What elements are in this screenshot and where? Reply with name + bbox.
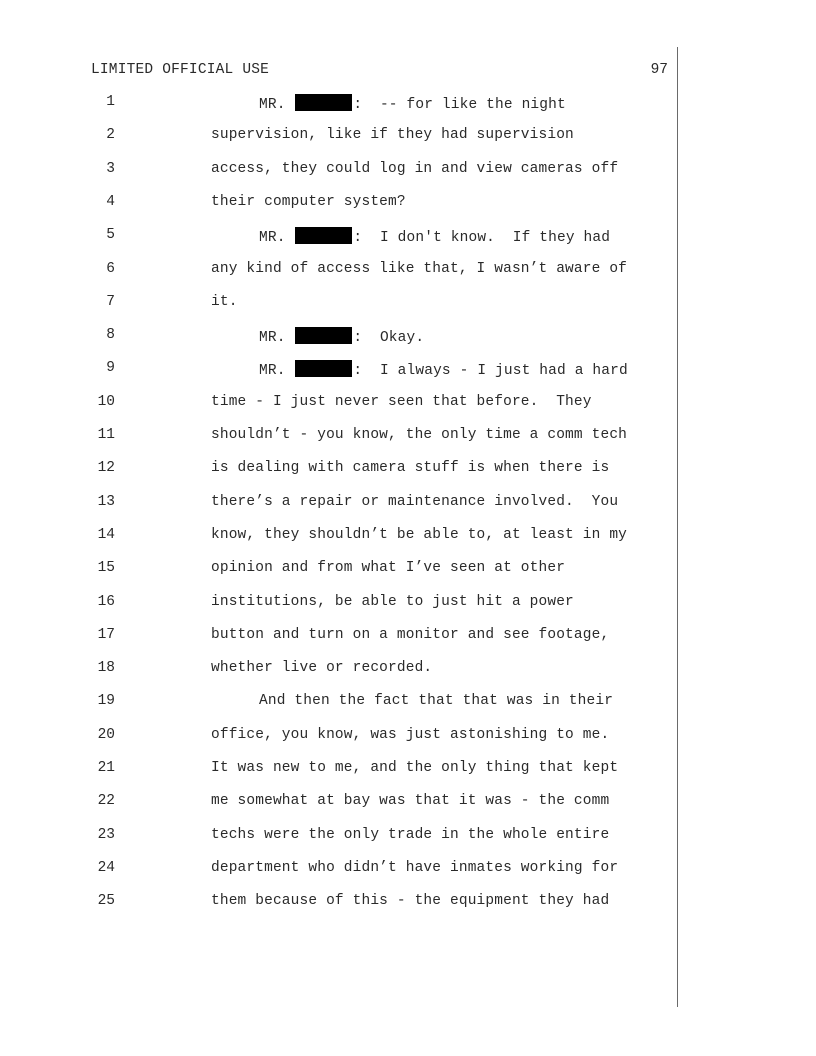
line-number: 16 [97,593,115,610]
transcript-line [0,760,816,793]
transcript-line [0,494,816,527]
line-number: 7 [106,293,115,310]
line-number: 24 [97,859,115,876]
transcript-line [0,693,816,726]
line-number: 18 [97,660,115,677]
line-number: 4 [106,193,115,210]
transcript-line [0,327,816,360]
line-number: 8 [106,327,115,344]
line-content: any kind of access like that, I wasn’t aware of [211,260,628,277]
transcript-line [0,194,816,227]
line-content: opinion and from what I’ve seen at other [211,560,566,577]
line-text [211,660,432,676]
line-text [259,94,566,113]
transcript-line [0,460,816,493]
line-content: It was new to me, and the only thing that kept [211,760,619,776]
transcript-line [0,161,816,194]
line-text [211,194,406,210]
transcript-line [0,261,816,294]
line-text [211,494,618,510]
line-text [259,227,610,246]
line-content: : -- for like the night [353,97,566,113]
transcript-line [0,427,816,460]
line-number: 13 [97,493,115,510]
redaction-block [295,327,352,344]
line-text [211,427,627,443]
page-number: 97 [650,62,668,78]
line-number: 9 [106,360,115,377]
line-content: And then the fact that that was in their [259,693,614,710]
transcript-line [0,727,816,760]
line-text [259,327,424,346]
line-text [211,560,565,576]
line-content: know, they shouldn’t be able to, at least in my [211,526,628,543]
line-content: techs were the only trade in the whole entire [211,826,610,843]
line-text [211,893,609,909]
transcript-line [0,360,816,393]
line-text [211,394,592,410]
transcript-line [0,827,816,860]
line-number: 3 [106,160,115,177]
line-content: them because of this - the equipment they had [211,893,610,910]
line-number: 12 [97,460,115,477]
speaker-label: MR. [259,97,295,113]
line-content: office, you know, was just astonishing to me. [211,726,610,743]
transcript-line [0,660,816,693]
transcript-line [0,860,816,893]
line-text [211,261,627,277]
line-content: time - I just never seen that before. They [211,393,592,410]
line-content: access, they could log in and view cameras off [211,160,619,177]
line-text [259,693,613,709]
transcript-line [0,94,816,127]
line-text [211,527,627,543]
line-text [211,827,609,843]
line-text [211,627,609,643]
line-number: 25 [97,893,115,910]
speaker-label: MR. [259,363,295,380]
transcript-line [0,594,816,627]
line-number: 5 [106,227,115,244]
line-number: 17 [97,626,115,643]
line-text [211,860,618,876]
line-text [211,294,238,310]
line-content: whether live or recorded. [211,660,433,677]
line-number: 6 [106,260,115,277]
line-number: 10 [97,393,115,410]
line-number: 1 [106,94,115,110]
line-content: shouldn’t - you know, the only time a comm tech [211,427,628,443]
line-content: is dealing with camera stuff is when there is [211,460,610,477]
line-content: : I always - I just had a hard [353,363,628,380]
line-content: their computer system? [211,193,406,210]
line-text [211,127,574,143]
line-text [211,760,618,776]
transcript-line [0,394,816,427]
line-text [211,460,609,476]
transcript-line [0,893,816,926]
line-number: 2 [106,127,115,144]
redaction-block [295,227,352,244]
line-content: there’s a repair or maintenance involved. You [211,493,619,510]
line-content: department who didn’t have inmates working for [211,859,619,876]
transcript-line [0,627,816,660]
line-number: 22 [97,793,115,810]
line-content: me somewhat at bay was that it was - the comm [211,793,610,810]
line-content: : I don't know. If they had [353,230,611,247]
line-number: 23 [97,826,115,843]
redaction-block [295,94,352,111]
line-number: 11 [97,427,115,443]
redaction-block [295,360,352,377]
line-number: 20 [97,726,115,743]
line-text [211,161,618,177]
line-text [211,793,609,809]
line-content: it. [211,293,238,310]
line-content: supervision, like if they had supervision [211,127,574,144]
transcript-line [0,294,816,327]
line-text [211,594,574,610]
line-number: 21 [97,760,115,776]
speaker-label: MR. [259,330,295,347]
transcript-line [0,227,816,260]
line-content: institutions, be able to just hit a power [211,593,574,610]
transcript-line [0,793,816,826]
line-content: : Okay. [353,330,425,347]
line-text [211,727,609,743]
line-number: 15 [97,560,115,577]
transcript-line [0,560,816,593]
line-number: 19 [97,693,115,710]
classification-header: LIMITED OFFICIAL USE [91,62,270,78]
transcript-line [0,127,816,160]
line-content: button and turn on a monitor and see footage, [211,626,610,643]
speaker-label: MR. [259,230,295,247]
line-text [259,360,628,379]
transcript-line [0,527,816,560]
line-number: 14 [97,526,115,543]
